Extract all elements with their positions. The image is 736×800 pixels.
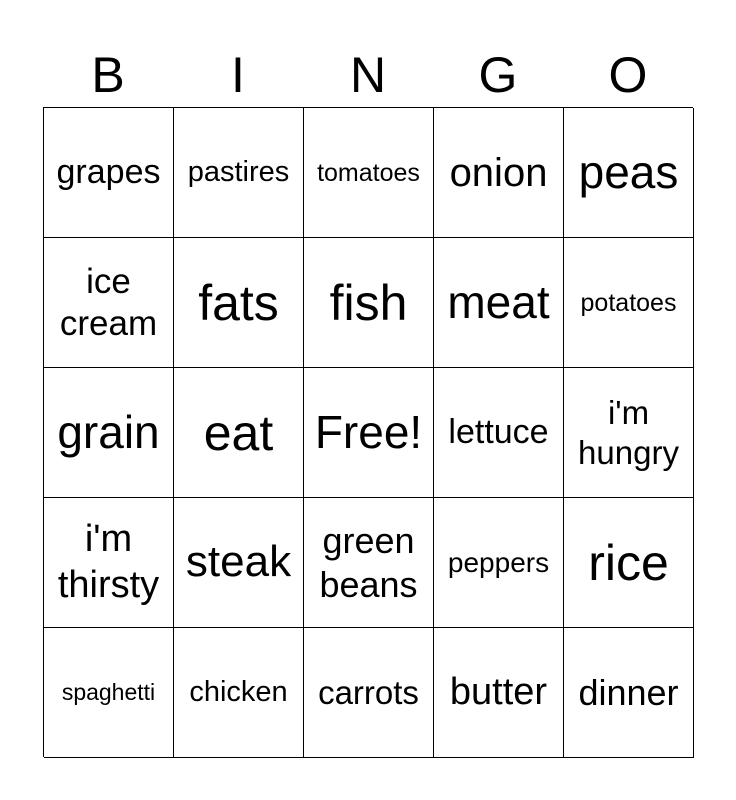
- bingo-cell[interactable]: [434, 368, 564, 498]
- bingo-cell-label: meat: [447, 275, 550, 328]
- bingo-cell[interactable]: [174, 238, 304, 368]
- header-letter-g: G: [478, 47, 518, 103]
- bingo-cell[interactable]: [174, 368, 304, 498]
- bingo-cell[interactable]: [174, 498, 304, 628]
- bingo-cell-label: eat: [203, 404, 274, 461]
- bingo-cell-label: chicken: [189, 676, 288, 709]
- header-letter-i: I: [231, 47, 245, 103]
- bingo-cell[interactable]: [304, 498, 434, 628]
- header-letter-b: B: [91, 47, 125, 103]
- bingo-cell[interactable]: [44, 238, 174, 368]
- bingo-cell-label: onion: [449, 150, 548, 195]
- bingo-cell[interactable]: [564, 498, 694, 628]
- bingo-cell[interactable]: [564, 238, 694, 368]
- bingo-cell-label: ice cream: [59, 261, 158, 343]
- bingo-cell[interactable]: [564, 108, 694, 238]
- bingo-cell[interactable]: [174, 108, 304, 238]
- bingo-cell-label: carrots: [318, 673, 419, 711]
- bingo-cell[interactable]: [304, 368, 434, 498]
- bingo-cell[interactable]: [304, 238, 434, 368]
- bingo-cell[interactable]: [564, 628, 694, 758]
- bingo-cell[interactable]: [564, 368, 694, 498]
- bingo-cell-label: Free!: [314, 405, 423, 458]
- bingo-cell[interactable]: [44, 498, 174, 628]
- bingo-cell-label: grapes: [56, 153, 161, 192]
- header-letter-o: O: [608, 47, 648, 103]
- bingo-cell[interactable]: [434, 498, 564, 628]
- bingo-cell-label: pastires: [187, 156, 290, 189]
- bingo-header: [43, 44, 693, 106]
- bingo-cell-label: peppers: [447, 546, 550, 578]
- bingo-cell-label: rice: [588, 534, 669, 591]
- bingo-cell-label: tomatoes: [317, 158, 420, 187]
- bingo-cell-label: fish: [329, 274, 408, 331]
- bingo-cell[interactable]: [304, 108, 434, 238]
- bingo-cell-label: spaghetti: [61, 678, 156, 705]
- bingo-cell-label: green beans: [319, 520, 418, 605]
- bingo-cell[interactable]: [434, 108, 564, 238]
- bingo-cell[interactable]: [44, 628, 174, 758]
- header-letter-n: N: [349, 47, 387, 103]
- bingo-cell-label: dinner: [578, 671, 679, 713]
- bingo-cell[interactable]: [44, 108, 174, 238]
- bingo-cell[interactable]: [304, 628, 434, 758]
- bingo-cell-label: butter: [449, 670, 548, 713]
- bingo-cell[interactable]: [44, 368, 174, 498]
- bingo-cell-label: steak: [185, 537, 292, 587]
- bingo-cell-label: fats: [198, 274, 279, 331]
- bingo-cell-label: peas: [578, 145, 679, 198]
- bingo-cell-label: lettuce: [448, 413, 549, 452]
- bingo-cell-label: potatoes: [580, 288, 677, 317]
- bingo-cell[interactable]: [174, 628, 304, 758]
- bingo-cell-label: i'm thirsty: [57, 517, 160, 606]
- bingo-board: [43, 107, 693, 757]
- bingo-cell[interactable]: [434, 628, 564, 758]
- bingo-cell-label: grain: [57, 405, 160, 458]
- bingo-cell[interactable]: [434, 238, 564, 368]
- bingo-cell-label: i'm hungry: [578, 393, 679, 471]
